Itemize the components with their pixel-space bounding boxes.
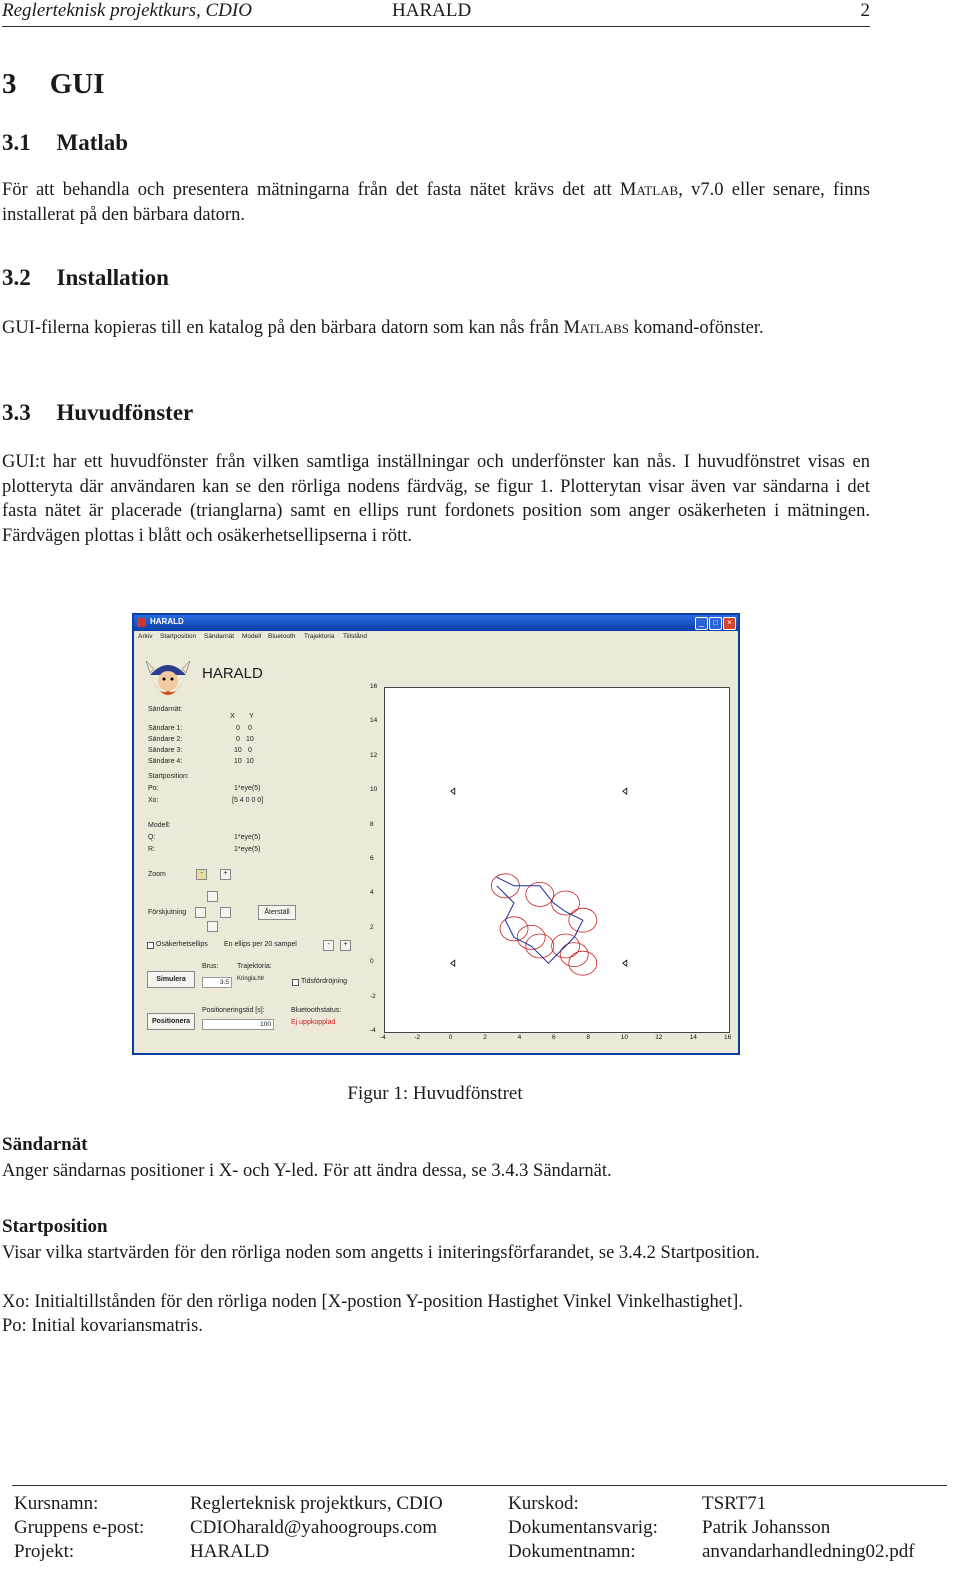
paragraph-text: GUI-filerna kopieras till en katalog på den bärbara datorn som kan nås från <box>2 318 564 338</box>
y-tick-label: 0 <box>370 958 374 966</box>
matlab-name: Matlab <box>619 180 679 200</box>
y-tick-label: 16 <box>370 683 378 690</box>
sender-y: 0 <box>248 747 252 754</box>
col-x-header: X <box>230 713 235 720</box>
bt-status: Ej uppkopplad <box>291 1019 336 1026</box>
footer-value: TSRT71 <box>702 1493 767 1514</box>
reset-button[interactable]: Återställ <box>258 905 296 920</box>
sender-y: 0 <box>248 725 252 732</box>
running-header <box>2 0 870 27</box>
y-tick-label: 2 <box>370 923 374 931</box>
traj-label: Trajektoria: <box>237 963 272 970</box>
sandarnat-label: Sändarnät: <box>148 706 183 713</box>
sender-label: Sändare 2: <box>148 736 183 743</box>
shift-left-button[interactable] <box>195 907 206 918</box>
y-tick-label: 12 <box>370 751 378 759</box>
footer-value: CDIOharald@yahoogroups.com <box>190 1517 438 1538</box>
startposition-heading: Startposition <box>2 1216 108 1237</box>
tids-checkbox[interactable] <box>292 979 299 986</box>
traj-value[interactable]: Kringla.htr <box>237 976 265 982</box>
menu-modell[interactable]: Modell <box>242 633 262 640</box>
y-tick-label: -4 <box>370 1027 376 1034</box>
shift-right-button[interactable] <box>220 907 231 918</box>
subsection-heading-installation <box>2 265 169 291</box>
ellips-checkbox[interactable] <box>147 942 154 949</box>
uncertainty-ellipse <box>560 943 588 967</box>
app-titlebar <box>134 615 738 631</box>
sandarnat-heading: Sändarnät <box>2 1134 88 1155</box>
footer-label: Dokumentnamn: <box>508 1541 636 1562</box>
col-y-header: Y <box>249 713 254 720</box>
pos-tid-label: Positioneringstid [s]: <box>202 1007 265 1014</box>
footer-rule <box>12 1485 947 1486</box>
app-icon <box>137 618 146 627</box>
app-menubar <box>134 631 738 644</box>
sender-triangle <box>451 960 455 966</box>
viking-logo <box>146 657 190 703</box>
app-title: HARALD <box>150 617 184 626</box>
maximize-icon[interactable]: □ <box>709 617 722 630</box>
po-label: Po: <box>148 785 159 792</box>
pos-tid-input[interactable]: 100 <box>202 1019 274 1030</box>
y-tick-label: 6 <box>370 855 374 862</box>
sender-triangle <box>451 788 455 794</box>
xo-value: [5 4 0 0 0] <box>232 797 264 804</box>
paragraph-huvudfonster: GUI:t har ett huvudfönster från vilken samtliga inställningar och underfönster kan nås. I huvudfönstret visas en plotteryta där användaren kan se den rörliga nodens färdväg, se figur 1. Plotterytan visar även var sändarna i det fasta nätet är placerade (trianglarna) samt en ellips runt fordonets position som anger osäkerheten i mätningen. Färdvägen plottas i blått och osäkerhetsellipserna i rött. <box>2 452 870 546</box>
startpos-label: Startposition: <box>148 773 189 780</box>
menu-bluetooth[interactable]: Bluetooth <box>268 633 296 640</box>
shift-up-button[interactable] <box>207 891 218 902</box>
section-title: GUI <box>49 68 105 100</box>
footer-label: Kursnamn: <box>14 1493 99 1514</box>
y-tick-label: 4 <box>370 889 374 897</box>
section-heading <box>2 68 105 101</box>
x-tick-label: 12 <box>655 1034 663 1041</box>
subsection-number: 3.3 <box>2 400 31 425</box>
subsection-heading-matlab <box>2 130 128 156</box>
menu-arkiv[interactable]: Arkiv <box>138 633 153 640</box>
brus-label: Brus: <box>202 963 219 970</box>
sender-label: Sändare 3: <box>148 747 183 754</box>
y-tick-label: 8 <box>370 820 374 828</box>
x-tick-label: -4 <box>380 1034 386 1041</box>
x-tick-label: 14 <box>689 1034 697 1041</box>
plot-area[interactable] <box>384 687 730 1033</box>
sender-triangle <box>623 960 627 966</box>
bt-label: Bluetoothstatus: <box>291 1007 342 1014</box>
matlab-name: Matlabs <box>563 318 630 338</box>
menu-sandarnat[interactable]: Sändarnät <box>204 633 234 640</box>
sender-x: 0 <box>236 736 240 743</box>
ellips-label: Osäkerhetsellips <box>156 941 208 948</box>
rate-plus-button[interactable]: + <box>340 940 351 951</box>
ellips-rate-label: En ellips per 20 sampel <box>224 941 297 948</box>
po-value: 1*eye(5) <box>234 785 261 792</box>
paragraph-installation <box>2 316 870 341</box>
uncertainty-ellipse <box>569 951 597 975</box>
footer-label: Dokumentansvarig: <box>508 1517 658 1538</box>
paragraph-text: komand-ofönster. <box>629 318 764 338</box>
zoom-in-button[interactable]: + <box>220 869 231 880</box>
app-window <box>132 613 740 1055</box>
y-tick-label: -2 <box>370 992 376 1000</box>
po-description: Po: Initial kovariansmatris. <box>2 1316 203 1336</box>
menu-tillstand[interactable]: Tillstånd <box>343 633 367 640</box>
x-tick-label: 16 <box>724 1034 732 1041</box>
y-tick-label: 10 <box>370 786 378 794</box>
positionera-button[interactable]: Positionera <box>147 1013 195 1030</box>
subsection-heading-huvudfonster <box>2 400 193 426</box>
subsection-title: Installation <box>56 265 169 290</box>
sender-x: 0 <box>236 725 240 732</box>
trajectory-line <box>497 877 583 963</box>
simulate-button[interactable]: Simulera <box>147 971 195 988</box>
sandarnat-text: Anger sändarnas positioner i X- och Y-led. För att ändra dessa, se 3.4.3 Sändarnät. <box>2 1161 612 1181</box>
shift-down-button[interactable] <box>207 921 218 932</box>
rate-minus-button[interactable]: - <box>323 940 334 951</box>
footer-label: Kurskod: <box>508 1493 579 1514</box>
r-value: 1*eye(5) <box>234 846 261 853</box>
xo-label: Xo: <box>148 797 159 804</box>
footer-value: anvandarhandledning02.pdf <box>702 1541 915 1562</box>
q-label: Q: <box>148 834 156 841</box>
sender-y: 10 <box>246 736 254 743</box>
footer-label: Gruppens e-post: <box>14 1517 145 1538</box>
startposition-text: Visar vilka startvärden för den rörliga noden som angetts i initeringsförfarandet, se 3.4.2 Startposition. <box>2 1243 760 1263</box>
sender-y: 10 <box>246 758 254 765</box>
r-label: R: <box>148 846 155 853</box>
y-tick-label: 14 <box>370 717 378 725</box>
paragraph-text: För att behandla och presentera mätningarna från det fasta nätet krävs det att <box>2 180 620 200</box>
menu-trajektoria[interactable]: Trajektoria <box>304 633 335 640</box>
paragraph-matlab <box>2 178 870 227</box>
section-number: 3 <box>2 68 17 100</box>
paragraph-text: , v7.0 eller senare, finns installerat på den bärbara datorn. <box>2 180 870 225</box>
header-course: Reglerteknisk projektkurs, CDIO <box>2 0 252 21</box>
footer-value: Reglerteknisk projektkurs, CDIO <box>190 1493 443 1514</box>
header-project: HARALD <box>392 0 472 21</box>
sender-triangle <box>623 788 627 794</box>
x-tick-label: 2 <box>483 1034 487 1041</box>
tids-label: Tidsfördröjning <box>301 978 348 985</box>
minimize-icon[interactable]: _ <box>695 617 708 630</box>
header-page-number: 2 <box>860 0 870 21</box>
x-tick-label: 10 <box>620 1034 629 1041</box>
footer-value: Patrik Johansson <box>702 1517 831 1538</box>
footer-label: Projekt: <box>14 1541 75 1562</box>
q-value: 1*eye(5) <box>234 834 261 841</box>
x-tick-label: 8 <box>586 1034 591 1041</box>
sender-label: Sändare 4: <box>148 758 183 765</box>
x-tick-label: 4 <box>517 1034 522 1041</box>
trajectory-plot <box>385 688 729 1032</box>
x-tick-label: 6 <box>552 1034 556 1041</box>
zoom-out-button[interactable]: - <box>196 869 207 880</box>
figure-caption: Figur 1: Huvudfönstret <box>347 1083 523 1104</box>
x-tick-label: -2 <box>414 1034 421 1041</box>
app-logo-text: HARALD <box>202 665 263 682</box>
close-icon[interactable]: × <box>723 617 736 630</box>
footer-value: HARALD <box>190 1541 270 1562</box>
sender-label: Sändare 1: <box>148 725 183 732</box>
subsection-number: 3.1 <box>2 130 31 155</box>
xo-description: Xo: Initialtillstånden för den rörliga noden [X-postion Y-position Hastighet Vinkel Vinkelhastighet]. <box>2 1292 743 1312</box>
menu-startposition[interactable]: Startposition <box>160 633 197 640</box>
sender-x: 10 <box>234 758 242 765</box>
subsection-number: 3.2 <box>2 265 31 290</box>
subsection-title: Matlab <box>56 130 129 155</box>
subsection-title: Huvudfönster <box>56 400 194 425</box>
shift-label: Förskjutning <box>148 909 187 916</box>
brus-input[interactable]: 3.5 <box>202 977 232 988</box>
zoom-label: Zoom <box>148 871 166 878</box>
x-tick-label: 0 <box>448 1034 453 1041</box>
modell-label: Modell: <box>148 822 171 829</box>
sender-x: 10 <box>234 747 242 754</box>
